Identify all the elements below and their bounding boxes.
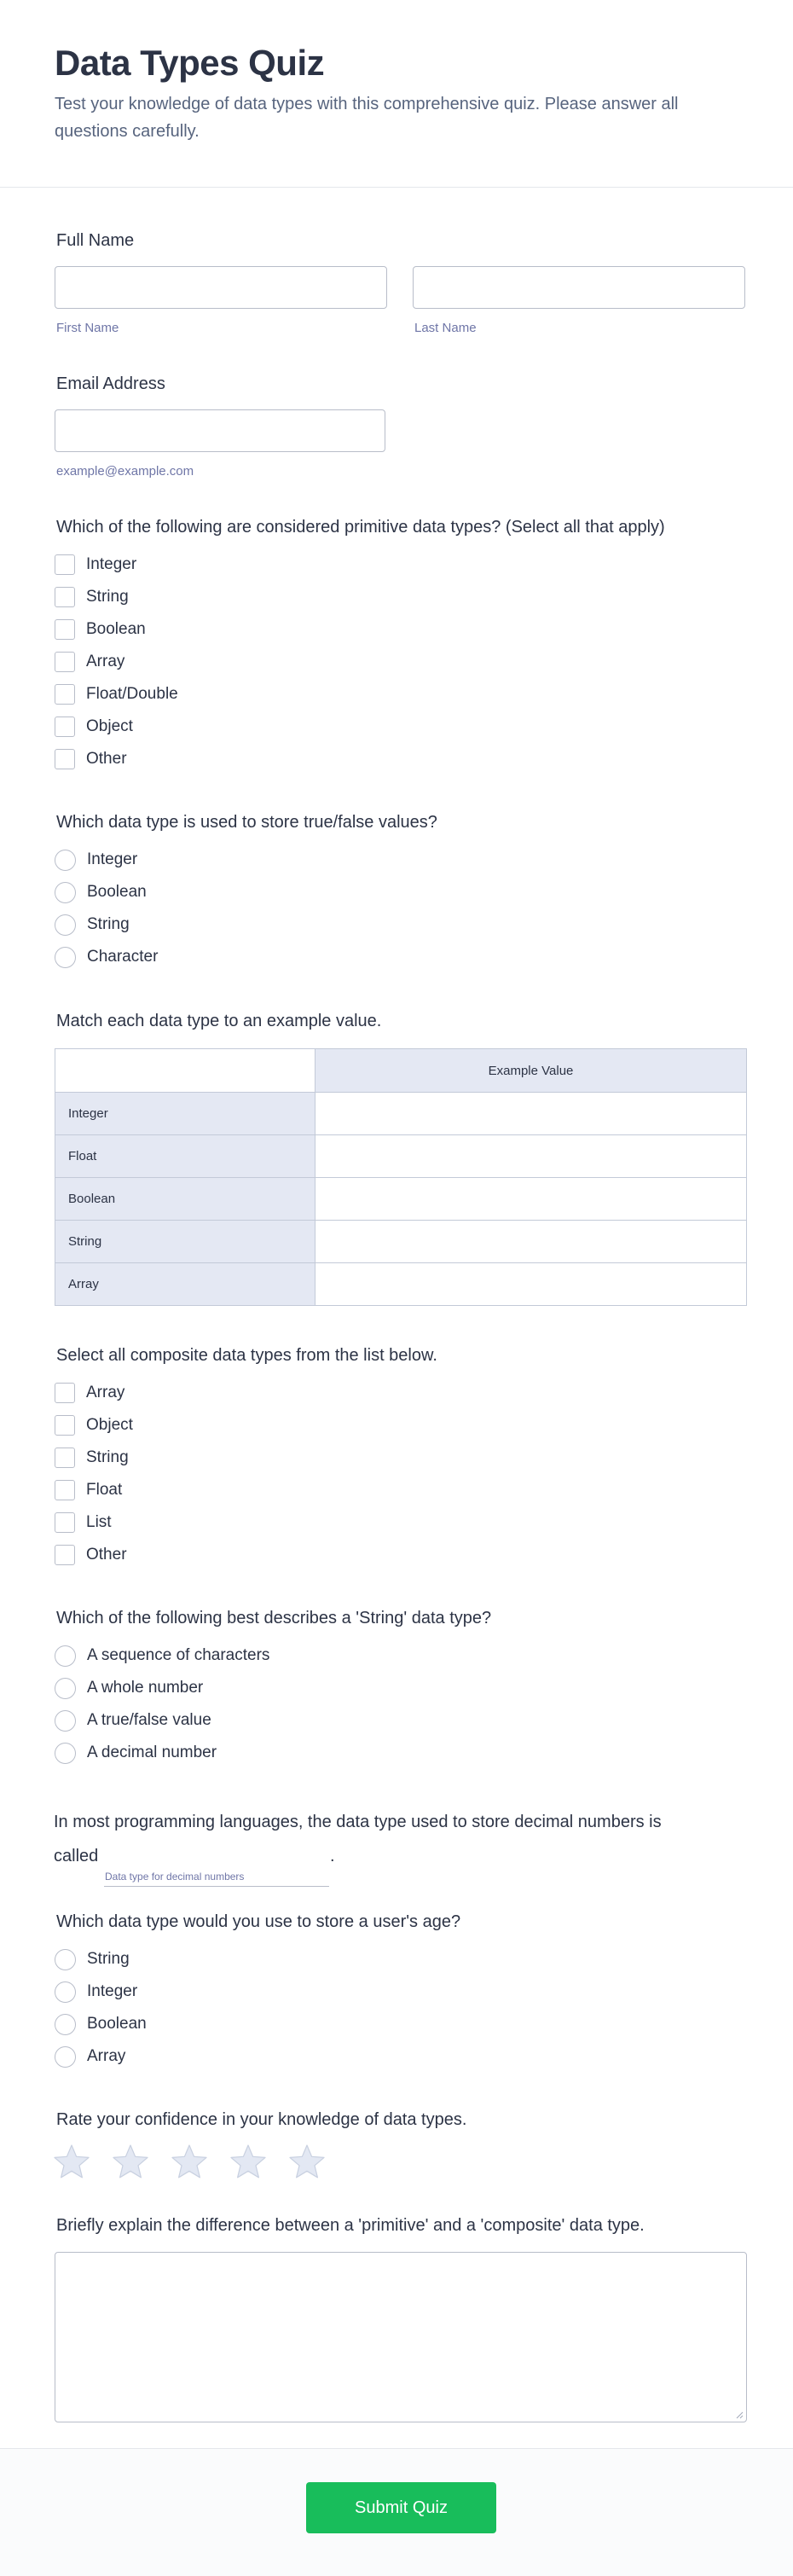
option-q4-object[interactable]: Object <box>55 1413 133 1437</box>
star-icon-3[interactable] <box>171 2144 208 2179</box>
fill-blank-sentence: In most programming languages, the data type used to store decimal numbers is <box>54 1813 662 1831</box>
checkbox[interactable] <box>55 684 75 705</box>
cell-input-integer[interactable] <box>315 1093 746 1134</box>
table-row <box>55 1177 746 1220</box>
checkbox[interactable] <box>55 1383 75 1403</box>
resize-grip-icon[interactable] <box>735 2411 744 2419</box>
question-primitive-types: Which of the following are considered primitive data types? (Select all that apply) <box>56 518 665 537</box>
option-q5-whole-number[interactable]: A whole number <box>55 1676 203 1700</box>
radio-button[interactable] <box>55 947 76 968</box>
option-q4-float[interactable]: Float <box>55 1478 122 1502</box>
option-q1-object[interactable]: Object <box>55 715 133 739</box>
option-q7-integer[interactable]: Integer <box>55 1980 137 2004</box>
radio-button[interactable] <box>55 1981 76 2003</box>
checkbox[interactable] <box>55 619 75 640</box>
checkbox[interactable] <box>55 1512 75 1533</box>
checkbox[interactable] <box>55 587 75 607</box>
table-row <box>55 1134 746 1177</box>
question-confidence-rating: Rate your confidence in your knowledge of data types. <box>56 2110 467 2129</box>
radio-button[interactable] <box>55 1645 76 1667</box>
checkbox[interactable] <box>55 749 75 769</box>
option-q2-boolean[interactable]: Boolean <box>55 880 147 904</box>
question-composite-types: Select all composite data types from the list below. <box>56 1346 437 1365</box>
row-label-string: String <box>55 1221 315 1262</box>
page-subtitle: Test your knowledge of data types with this comprehensive quiz. Please answer all questions carefully. <box>55 95 679 141</box>
row-label-float: Float <box>55 1135 315 1177</box>
last-name-sublabel: Last Name <box>414 321 477 335</box>
checkbox[interactable] <box>55 1415 75 1436</box>
option-q7-array[interactable]: Array <box>55 2045 125 2068</box>
question-string-description: Which of the following best describes a 'String' data type? <box>56 1609 492 1627</box>
cell-input-boolean[interactable] <box>315 1178 746 1220</box>
checkbox[interactable] <box>55 554 75 575</box>
radio-button[interactable] <box>55 850 76 871</box>
radio-button[interactable] <box>55 914 76 936</box>
option-q4-string[interactable]: String <box>55 1446 129 1470</box>
radio-button[interactable] <box>55 1678 76 1699</box>
option-q7-boolean[interactable]: Boolean <box>55 2012 147 2036</box>
last-name-input[interactable] <box>413 266 745 309</box>
star-icon-4[interactable] <box>229 2144 267 2179</box>
first-name-sublabel: First Name <box>56 321 119 335</box>
star-icon-2[interactable] <box>112 2144 149 2179</box>
radio-button[interactable] <box>55 1710 76 1732</box>
row-label-array: Array <box>55 1263 315 1305</box>
option-q1-array[interactable]: Array <box>55 650 124 674</box>
question-true-false: Which data type is used to store true/false values? <box>56 813 437 832</box>
table-row <box>55 1092 746 1134</box>
checkbox[interactable] <box>55 652 75 672</box>
table-row <box>55 1262 746 1305</box>
radio-button[interactable] <box>55 882 76 903</box>
option-q2-character[interactable]: Character <box>55 945 158 969</box>
table-corner <box>55 1049 315 1092</box>
email-sublabel: example@example.com <box>56 464 194 479</box>
radio-button[interactable] <box>55 2014 76 2035</box>
cell-input-float[interactable] <box>315 1135 746 1177</box>
checkbox[interactable] <box>55 1480 75 1500</box>
option-q5-true-false-value[interactable]: A true/false value <box>55 1709 211 1732</box>
first-name-input[interactable] <box>55 266 387 309</box>
input-table <box>55 1048 747 1306</box>
option-q2-string[interactable]: String <box>55 913 130 937</box>
row-label-boolean: Boolean <box>55 1178 315 1220</box>
option-q5-decimal-number[interactable]: A decimal number <box>55 1741 217 1765</box>
option-q4-list[interactable]: List <box>55 1511 112 1535</box>
question-primitive-vs-composite: Briefly explain the difference between a 'primitive' and a 'composite' data type. <box>56 2216 645 2235</box>
option-q1-boolean[interactable]: Boolean <box>55 618 146 641</box>
radio-button[interactable] <box>55 2046 76 2068</box>
option-q5-sequence-of-characters[interactable]: A sequence of characters <box>55 1644 269 1668</box>
cell-input-string[interactable] <box>315 1221 746 1262</box>
radio-button[interactable] <box>55 1743 76 1764</box>
page-title: Data Types Quiz <box>55 43 325 83</box>
option-q4-array[interactable]: Array <box>55 1381 124 1405</box>
question-user-age: Which data type would you use to store a user's age? <box>56 1912 461 1931</box>
option-q1-integer[interactable]: Integer <box>55 553 136 577</box>
checkbox[interactable] <box>55 1448 75 1468</box>
radio-button[interactable] <box>55 1949 76 1970</box>
checkbox[interactable] <box>55 717 75 737</box>
fill-blank-prefix: called <box>54 1847 99 1865</box>
explanation-textarea[interactable] <box>55 2252 747 2422</box>
fill-blank-suffix: . <box>330 1847 335 1865</box>
star-icon-1[interactable] <box>53 2144 90 2179</box>
option-q2-integer[interactable]: Integer <box>55 848 137 872</box>
submit-quiz-button[interactable]: Submit Quiz <box>306 2482 496 2533</box>
cell-input-array[interactable] <box>315 1263 746 1305</box>
email-field[interactable] <box>55 409 385 452</box>
email-label: Email Address <box>56 374 165 393</box>
checkbox[interactable] <box>55 1545 75 1565</box>
option-q1-string[interactable]: String <box>55 585 129 609</box>
option-q4-other[interactable]: Other <box>55 1543 127 1567</box>
table-row <box>55 1220 746 1262</box>
form-header <box>0 0 793 188</box>
column-header-example-value: Example Value <box>315 1049 746 1092</box>
option-q7-string[interactable]: String <box>55 1947 130 1971</box>
full-name-label: Full Name <box>56 231 135 250</box>
option-q1-other[interactable]: Other <box>55 747 127 771</box>
star-icon-5[interactable] <box>288 2144 326 2179</box>
blank-sublabel: Data type for decimal numbers <box>105 1871 245 1883</box>
question-match-types: Match each data type to an example value. <box>56 1012 382 1030</box>
option-q1-float-double[interactable]: Float/Double <box>55 682 178 706</box>
table-header-row <box>55 1049 746 1092</box>
row-label-integer: Integer <box>55 1093 315 1134</box>
